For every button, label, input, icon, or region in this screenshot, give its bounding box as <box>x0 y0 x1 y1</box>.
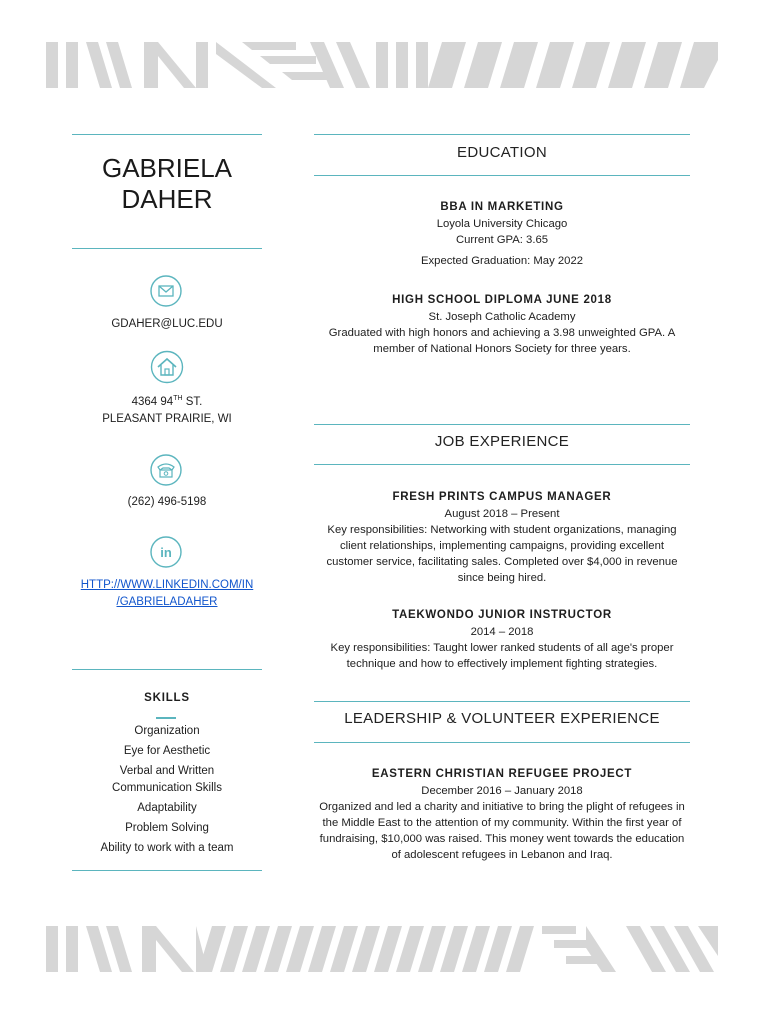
first-name: GABRIELA <box>101 153 233 183</box>
skill-item: Eye for Aesthetic <box>123 745 211 758</box>
job-bottom-rule <box>314 464 690 465</box>
education-heading: EDUCATION <box>457 144 547 161</box>
job-entry-2 <box>314 607 690 672</box>
decorative-stripe-band-top <box>46 42 718 88</box>
education-entry-2 <box>314 292 690 357</box>
left-skills-top-rule <box>72 669 262 670</box>
candidate-name <box>72 153 262 215</box>
envelope-icon <box>150 275 182 307</box>
svg-text:in: in <box>160 545 172 560</box>
entry-school: St. Joseph Catholic Academy <box>428 311 576 323</box>
education-top-rule <box>314 134 690 135</box>
entry-description: Organized and led a charity and initiative to bring the plight of refugees in the Middle East to the attention of my community. Within the first year of fundraising, $10,000 was raised. This money went towards the education of adolescent refugees in Lebanon and Iraq. <box>319 801 685 861</box>
job-top-rule <box>314 424 690 425</box>
entry-gpa: Current GPA: 3.65 <box>455 234 549 246</box>
linkedin-link-line-1[interactable]: HTTP://WWW.LINKEDIN.COM/IN <box>80 579 254 591</box>
entry-heading: EASTERN CHRISTIAN REFUGEE PROJECT <box>371 768 633 780</box>
left-top-rule <box>72 134 262 135</box>
leadership-heading: LEADERSHIP & VOLUNTEER EXPERIENCE <box>344 710 660 727</box>
education-entry-1 <box>314 199 690 269</box>
entry-heading: BBA IN MARKETING <box>440 201 564 213</box>
last-name: DAHER <box>121 184 213 214</box>
entry-heading: HIGH SCHOOL DIPLOMA JUNE 2018 <box>392 294 612 306</box>
skills-heading: SKILLS <box>144 692 190 704</box>
left-skills-bottom-rule <box>72 870 262 871</box>
linkedin-link-line-2[interactable]: /GABRIELADAHER <box>116 596 218 608</box>
entry-dates: August 2018 – Present <box>444 508 560 520</box>
telephone-icon <box>150 454 182 486</box>
skills-list <box>72 723 262 860</box>
skills-accent-bar <box>156 717 176 719</box>
linkedin-link[interactable] <box>72 577 262 611</box>
entry-heading: TAEKWONDO JUNIOR INSTRUCTOR <box>392 609 612 621</box>
linkedin-icon[interactable] <box>150 536 182 568</box>
entry-graduation: Expected Graduation: May 2022 <box>420 255 584 267</box>
entry-description: Key responsibilities: Networking with student organizations, managing client relationships, implementing campaigns, providing excellent customer service, facilitating sales. Completed over $4,000 in revenue since being hired. <box>326 524 678 584</box>
skill-item: Problem Solving <box>125 821 209 834</box>
skill-item: Ability to work with a team <box>100 841 234 854</box>
skill-item: Organization <box>134 725 200 737</box>
address-line-2: PLEASANT PRAIRIE, WI <box>102 413 232 425</box>
entry-dates: 2014 – 2018 <box>470 626 534 638</box>
leadership-top-rule <box>314 701 690 702</box>
entry-school: Loyola University Chicago <box>436 218 568 230</box>
skill-item: Adaptability <box>137 801 197 814</box>
leadership-entry-1 <box>314 766 690 863</box>
email-text[interactable]: GDAHER@LUC.EDU <box>111 318 223 330</box>
decorative-stripe-band-bottom <box>46 926 718 972</box>
phone-text: (262) 496-5198 <box>127 496 207 508</box>
job-entry-1 <box>314 489 690 586</box>
address-line-1: 4364 94TH ST. <box>131 395 203 408</box>
address-block <box>72 394 262 428</box>
leadership-bottom-rule <box>314 742 690 743</box>
job-heading: JOB EXPERIENCE <box>434 433 570 450</box>
house-icon <box>150 350 184 384</box>
entry-dates: December 2016 – January 2018 <box>421 785 583 797</box>
entry-description: Graduated with high honors and achieving a 3.98 unweighted GPA. A member of National Honors Society for three years. <box>328 327 676 355</box>
entry-description: Key responsibilities: Taught lower ranked students of all age's proper technique and how to effectively implement fighting strategies. <box>330 642 674 670</box>
education-bottom-rule <box>314 175 690 176</box>
skill-item: Verbal and Written Communication Skills <box>112 765 222 794</box>
entry-heading: FRESH PRINTS CAMPUS MANAGER <box>392 491 612 503</box>
left-name-rule <box>72 248 262 249</box>
